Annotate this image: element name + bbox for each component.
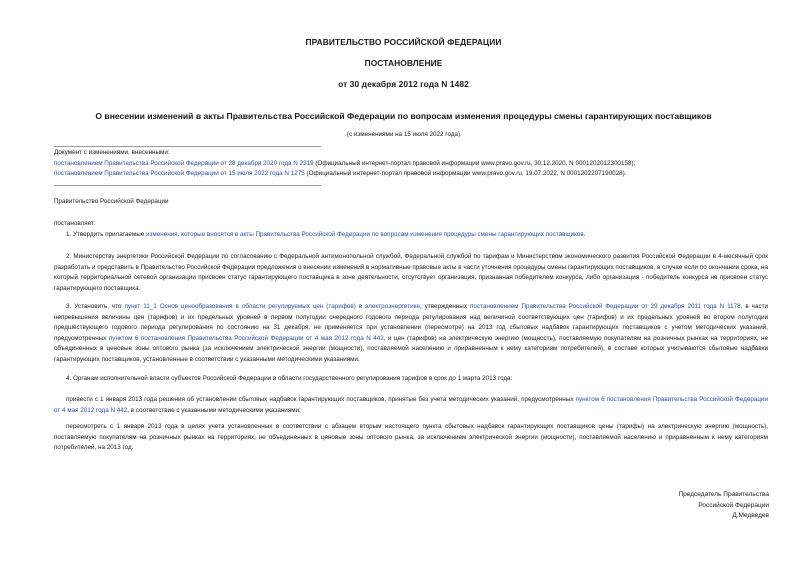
signatory-org: Российской Федерации xyxy=(698,501,769,509)
authority-line: Правительство Российской Федерации xyxy=(54,198,169,205)
divider-bottom xyxy=(54,185,321,186)
issuing-authority: ПРАВИТЕЛЬСТВО РОССИЙСКОЙ ФЕДЕРАЦИИ xyxy=(305,37,502,47)
change-source-2: (Официальный интернет-портал правовой информации www.pravo.gov.ru, 19.07.2022, N 0001202207190028). xyxy=(304,170,627,178)
changes-intro: Документ с изменениями, внесенными: xyxy=(54,149,170,156)
document-type: ПОСТАНОВЛЕНИЕ xyxy=(364,58,443,68)
paragraph-4: 4. Органам исполнительной власти субъектов Российской Федерации в области государственного регулирования тарифов в срок до 1 марта 2013 года: xyxy=(66,375,513,382)
document-date-number: от 30 декабря 2012 года N 1482 xyxy=(338,79,469,89)
change-link-1[interactable]: постановлением Правительства Российской Федерации от 28 декабря 2020 года N 2319 xyxy=(54,159,314,167)
signature-block xyxy=(569,490,769,522)
resolution-442-link[interactable]: пунктом 6 постановления Правительства Российской Федерации от 4 мая 2012 года N 442 xyxy=(108,334,384,342)
pricing-basics-link[interactable]: пункт 11_1 Основ ценообразования в области регулируемых цен (тарифов) в электроэнергетике xyxy=(124,303,420,310)
change-link-2[interactable]: постановлением Правительства Российской Федерации от 15 июля 2022 года N 1275 xyxy=(54,170,305,178)
resolution-442-link-2[interactable]: пунктом 6 постановления Правительства Российской Федерации от 4 мая 2012 года N 442 xyxy=(54,396,768,414)
paragraph-1: 1. Утвердить прилагаемые изменения, которые вносятся в акты Правительства Российской Федерации по вопросам изменения процедуры смены гарантирующих поставщиков. xyxy=(66,231,586,238)
document-title: О внесении изменений в акты Правительства Российской Федерации по вопросам изменения процедуры смены гарантирующих поставщиков xyxy=(95,111,712,121)
paragraph-4-first-item: привести с 1 января 2013 года решения об установлении сбытовых надбавок гарантирующих поставщиков, принятые без учета методических указаний, предусмотренных пунктом 6 постановления Правительства Российской Федерации от 4 мая 2012 года N 442, в соответствие с указанными методическими указаниями; xyxy=(54,396,768,414)
amendments-link[interactable]: изменения, которые вносятся в акты Правительства Российской Федерации по вопросам изменения процедуры смены гарантирующих поставщиков xyxy=(146,231,584,238)
paragraph-4-second-item: пересмотреть с 1 января 2013 года в целях учета установленных в соответствии с абзацем вторым настоящего пункта сбытовых надбавок гарантирующих поставщиков цены (тарифы) на электрическую энергию (мощность), поставляемую покупателям на розничных рынках на территориях, не объединенных в ценовые зоны оптового рынка, за исключением электрической энергии (мощности), поставляемой населению и приравненным к нему категориям потребителей, на 2013 год. xyxy=(54,423,768,452)
paragraph-2: 2. Министерству энергетики Российской Федерации по согласованию с Федеральной антимонопольной службой, Федеральной службой по тарифам и Министерством экономического развития Российской Федерации в 4-месячный срок разработать и представить в Правительство Российской Федерации предложения о внесении изменений в нормативные правовые акты в части уточнения процедуры смены гарантирующих поставщиков, в случае если по окончании срока, на который территориальной сетевой организации присвоен статус гарантирующего поставщика в зоне деятельности, отсутствует организация, признанная победителем конкурса, либо организация - победитель конкурса не присвоен статус гарантирующего поставщика. xyxy=(54,253,768,292)
revision-note: (с изменениями на 15 июля 2022 года) xyxy=(346,131,461,138)
resolution-1178-link[interactable]: постановлением Правительства Российской Федерации от 29 декабря 2011 года N 1178 xyxy=(469,303,741,310)
change-source-1: (Официальный интернет-портал правовой информации www.pravo.gov.ru, 30.12.2020, N 0001202012300158); xyxy=(313,159,636,167)
divider-top xyxy=(54,146,321,147)
change-item xyxy=(54,159,768,170)
changes-list xyxy=(54,148,768,180)
resolves-line: постановляет: xyxy=(54,220,96,227)
signatory-name: Д.Медведев xyxy=(732,512,769,520)
signatory-title: Председатель Правительства xyxy=(678,491,769,498)
change-item xyxy=(54,169,768,180)
paragraph-3: 3. Установить, что пункт 11_1 Основ ценообразования в области регулируемых цен (тарифов) в электроэнергетике, утвержденных постановлением Правительства Российской Федерации от 29 декабря 2011 года N 1178, в части непревышения величины цен (тарифов) и их предельных уровней в первом полугодии очередного годового периода регулирования над величиной соответствующих цен (тарифов) и их предельных уровней во втором полугодии предшествующего годового периода регулирования по состоянию на 31 декабря, не применяется при установлении (пересмотре) на 2013 год сбытовых надбавок гарантирующих поставщиков с учетом методических указаний, предусмотренных пунктом 6 постановления Правительства Российской Федерации от 4 мая 2012 года N 442, и цен (тарифов) на электрическую энергию (мощность), поставляемую покупателям на розничных рынках на территориях, не объединенных в ценовые зоны оптового рынка (за исключением электрической энергии (мощности), поставляемой населению и приравненным к нему категориям потребителей), в составе которых учитываются сбытовые надбавки гарантирующих поставщиков, установленные в соответствии с указанными методическими указаниями. xyxy=(54,303,768,363)
